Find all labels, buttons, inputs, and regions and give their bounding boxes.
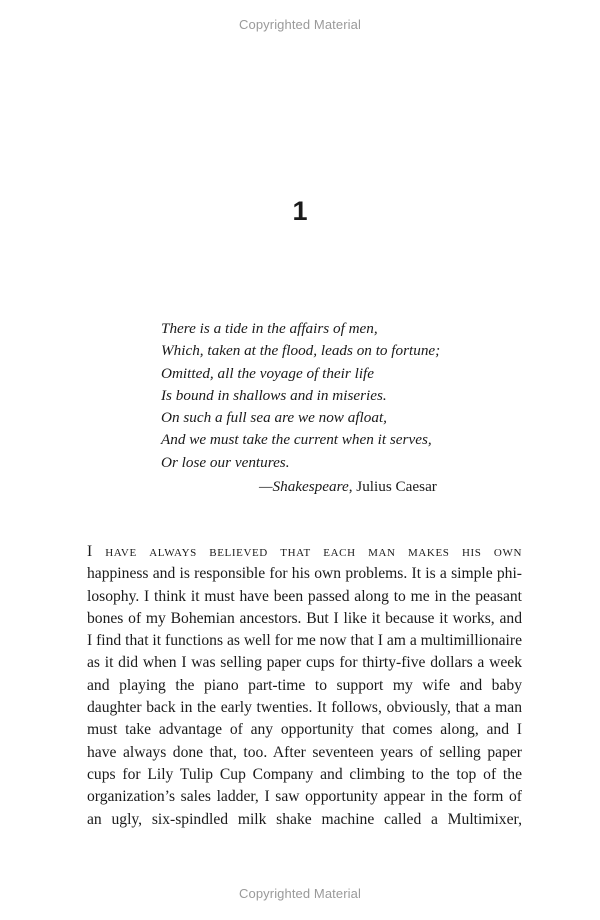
epigraph-attribution [259,476,437,498]
attribution-author: —Shakespeare [259,478,349,495]
body-line: must take advantage of any opportunity that comes along, and I [87,721,522,739]
attribution-separator: , [348,478,357,495]
body-line: and playing the piano part-time to support my wife and baby [87,676,522,694]
epigraph-line: There is a tide in the affairs of men, [161,320,378,337]
epigraph [161,318,461,474]
body-line: an ugly, six-spindled milk shake machine called a Multimixer, [87,810,522,828]
body-line: bones of my Bohemian ancestors. But I like it because it works, and [87,609,522,627]
epigraph-line: And we must take the current when it serves, [161,431,432,449]
body-line: daughter back in the early twenties. It follows, obviously, that a man [87,699,522,717]
body-line: have always done that, too. After seventeen years of selling paper [87,743,522,761]
epigraph-line: On such a full sea are we now afloat, [161,409,387,427]
body-line: losophy. I think it must have been passed along to me in the peasant [87,587,522,605]
body-line: I find that it functions as well for me now that I am a multimillionaire [87,632,522,650]
attribution-work: Julius Caesar [356,478,437,495]
chapter-number: 1 [292,196,308,226]
copyright-watermark-top: Copyrighted Material [239,17,361,32]
body-line: cups for Lily Tulip Cup Company and climbing to the top of the [87,765,522,783]
epigraph-line: Omitted, all the voyage of their life [161,364,374,382]
copyright-watermark-bottom: Copyrighted Material [239,886,361,901]
epigraph-line: Which, taken at the flood, leads on to fortune; [161,342,441,360]
body-line-opening: I have always believed that each man makes his own [87,543,522,560]
body-line: as it did when I was selling paper cups for thirty-five dollars a week [87,654,522,672]
epigraph-line: Is bound in shallows and in miseries. [161,386,387,404]
body-line: happiness and is responsible for his own problems. It is a simple phi- [87,565,522,583]
epigraph-line: Or lose our ventures. [161,453,290,471]
body-text [87,541,522,831]
body-line: organization’s sales ladder, I saw opportunity appear in the form of [87,788,522,806]
